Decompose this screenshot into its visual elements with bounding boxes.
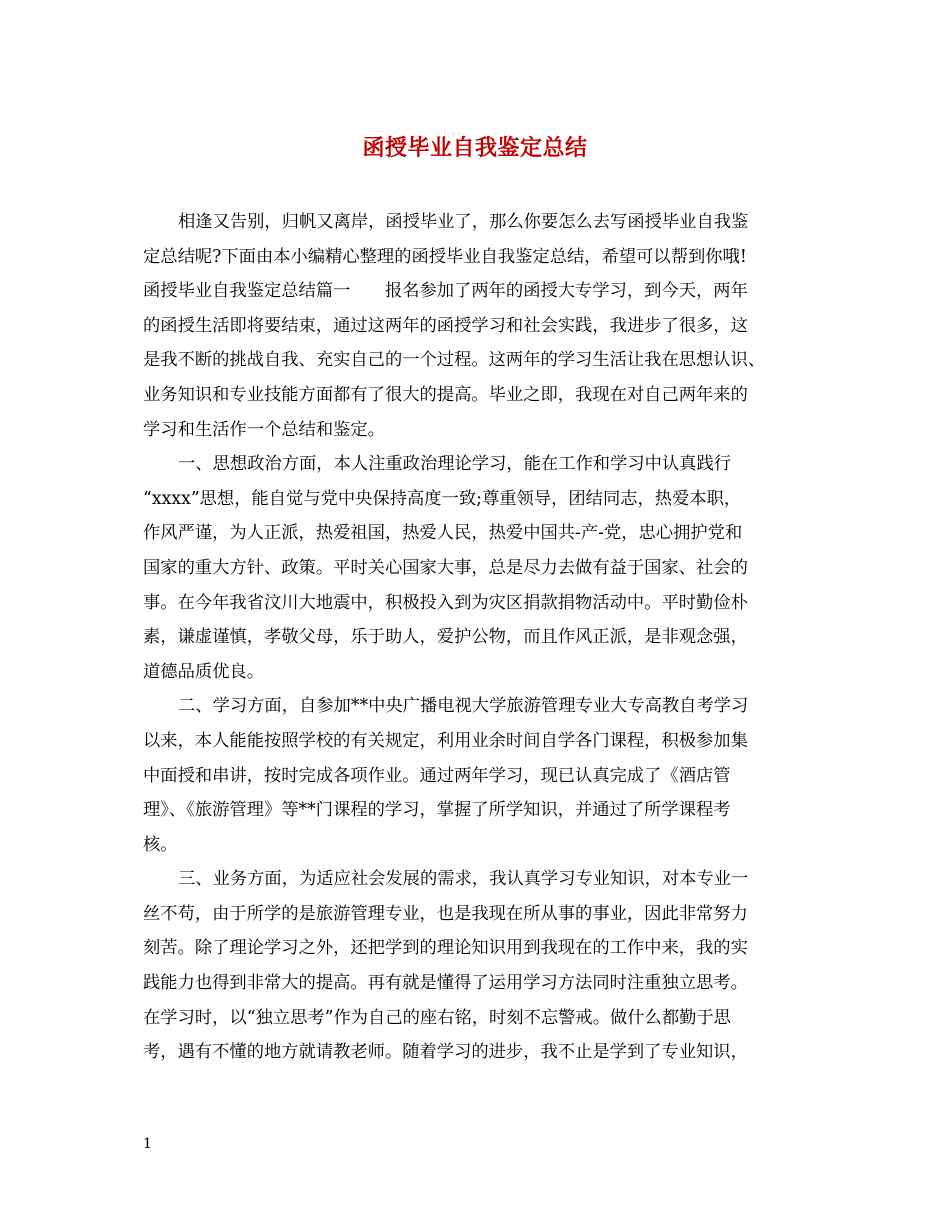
body-line: 道德品质优良。 — [143, 661, 264, 682]
body-line: 一、思想政治方面，本人注重政治理论学习，能在工作和学习中认真践行 — [178, 454, 732, 475]
body-line: 践能力也得到非常大的提高。再有就是懂得了运用学习方法同时注重独立思考。 — [143, 973, 748, 994]
body-line: 理》、《旅游管理》等**门课程的学习，掌握了所学知识，并通过了所学课程考 — [143, 800, 731, 821]
body-line: 核。 — [143, 834, 178, 855]
body-line: “xxxx”思想，能自觉与党中央保持高度一致;尊重领导，团结同志，热爱本职， — [143, 488, 742, 509]
body-line: 业务知识和专业技能方面都有了很大的提高。毕业之即，我现在对自己两年来的 — [143, 384, 748, 405]
body-line: 作风严谨，为人正派，热爱祖国，热爱人民，热爱中国共-产-党，忠心拥护党和 — [143, 523, 743, 544]
body-line: 中面授和串讲，按时完成各项作业。通过两年学习，现已认真完成了《酒店管 — [143, 765, 731, 786]
document-title: 函授毕业自我鉴定总结 — [362, 135, 588, 161]
body-line: 二、学习方面，自参加**中央广播电视大学旅游管理专业大专高教自考学习 — [178, 696, 749, 717]
body-line: 考，遇有不懂的地方就请教老师。随着学习的进步，我不止是学到了专业知识， — [143, 1042, 748, 1063]
page-number: 1 — [143, 1136, 152, 1152]
body-line: 的函授生活即将要结束，通过这两年的函授学习和社会实践，我进步了很多，这 — [143, 315, 748, 336]
body-line: 国家的重大方针、政策。平时关心国家大事，总是尽力去做有益于国家、社会的 — [143, 557, 748, 578]
body-line: 事。在今年我省汶川大地震中，积极投入到为灾区捐款捐物活动中。平时勤俭朴 — [143, 592, 748, 613]
body-line: 定总结呢?下面由本小编精心整理的函授毕业自我鉴定总结，希望可以帮到你哦! — [143, 246, 747, 267]
body-line: 学习和生活作一个总结和鉴定。 — [143, 419, 385, 440]
body-line: 在学习时，以“独立思考”作为自己的座右铭，时刻不忘警戒。做什么都勤于思 — [143, 1007, 731, 1028]
body-line: 丝不苟，由于所学的是旅游管理专业，也是我现在所从事的事业，因此非常努力 — [143, 903, 748, 924]
body-line: 以来，本人能能按照学校的有关规定，利用业余时间自学各门课程，积极参加集 — [143, 730, 748, 751]
body-line: 相逢又告别，归帆又离岸，函授毕业了，那么你要怎么去写函授毕业自我鉴 — [178, 212, 749, 232]
document-body — [143, 205, 811, 1070]
body-line: 素，谦虚谨慎，孝敬父母，乐于助人，爱护公物，而且作风正派，是非观念强， — [143, 627, 748, 648]
body-line: 刻苦。除了理论学习之外，还把学到的理论知识用到我现在的工作中来，我的实 — [143, 938, 748, 959]
body-line: 是我不断的挑战自我、充实自己的一个过程。这两年的学习生活让我在思想认识、 — [143, 350, 766, 371]
body-line: 函授毕业自我鉴定总结篇一 报名参加了两年的函授大专学习，到今天，两年 — [143, 281, 748, 302]
body-line: 三、业务方面，为适应社会发展的需求，我认真学习专业知识，对本专业一 — [178, 869, 749, 890]
